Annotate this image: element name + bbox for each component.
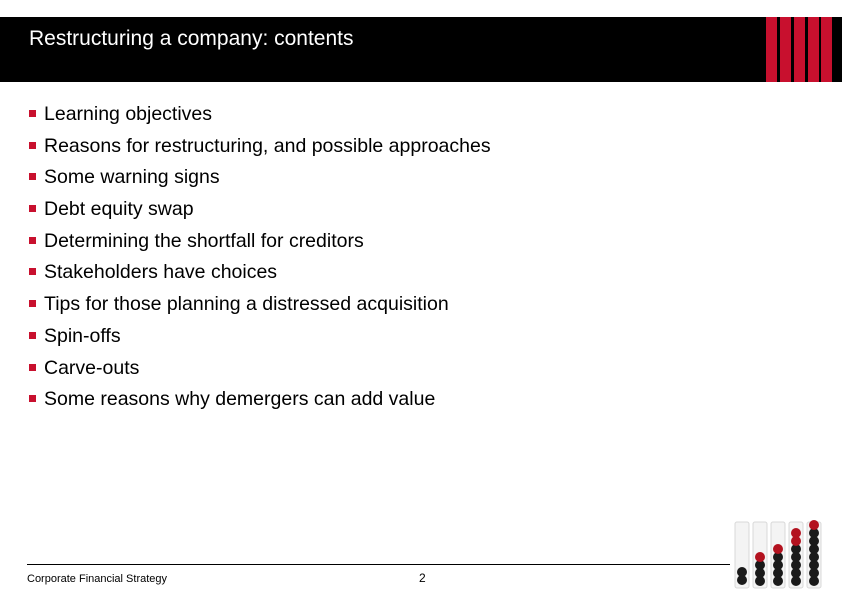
square-bullet-icon	[29, 237, 36, 244]
stacked-tokens-image	[734, 518, 828, 590]
list-item	[29, 259, 491, 291]
list-item	[29, 101, 491, 133]
square-bullet-icon	[29, 173, 36, 180]
square-bullet-icon	[29, 142, 36, 149]
list-item-text: Learning objectives	[44, 103, 213, 125]
list-item-text: Reasons for restructuring, and possible approaches	[44, 134, 491, 157]
logo-bar	[821, 17, 832, 82]
contents-list	[29, 101, 491, 418]
list-item-text: Stakeholders have choices	[44, 261, 278, 284]
square-bullet-icon	[29, 268, 36, 275]
list-item-text: Some warning signs	[44, 166, 220, 189]
list-item-text: Debt equity swap	[44, 198, 194, 221]
square-bullet-icon	[29, 110, 36, 117]
logo-bar	[808, 17, 819, 82]
red-bars-logo	[766, 17, 832, 82]
logo-bar	[766, 17, 777, 82]
square-bullet-icon	[29, 395, 36, 402]
list-item	[29, 228, 491, 260]
list-item-text: Spin-offs	[44, 324, 121, 347]
logo-bar	[794, 17, 805, 82]
list-item	[29, 196, 491, 228]
logo-bar	[780, 17, 791, 82]
list-item	[29, 291, 491, 323]
list-item-text: Tips for those planning a distressed acquisition	[44, 293, 449, 316]
list-item-text: Determining the shortfall for creditors	[44, 229, 364, 252]
list-item	[29, 133, 491, 165]
list-item	[29, 164, 491, 196]
square-bullet-icon	[29, 205, 36, 212]
footer-divider	[27, 564, 730, 565]
list-item-text: Carve-outs	[44, 356, 140, 379]
list-item-text: Some reasons why demergers can add value	[44, 388, 436, 411]
square-bullet-icon	[29, 332, 36, 339]
list-item	[29, 386, 491, 418]
list-item	[29, 355, 491, 387]
list-item	[29, 323, 491, 355]
square-bullet-icon	[29, 364, 36, 371]
page-number: 2	[419, 571, 426, 585]
footer-title: Corporate Financial Strategy	[27, 573, 168, 585]
square-bullet-icon	[29, 300, 36, 307]
page-title: Restructuring a company: contents	[29, 27, 354, 50]
